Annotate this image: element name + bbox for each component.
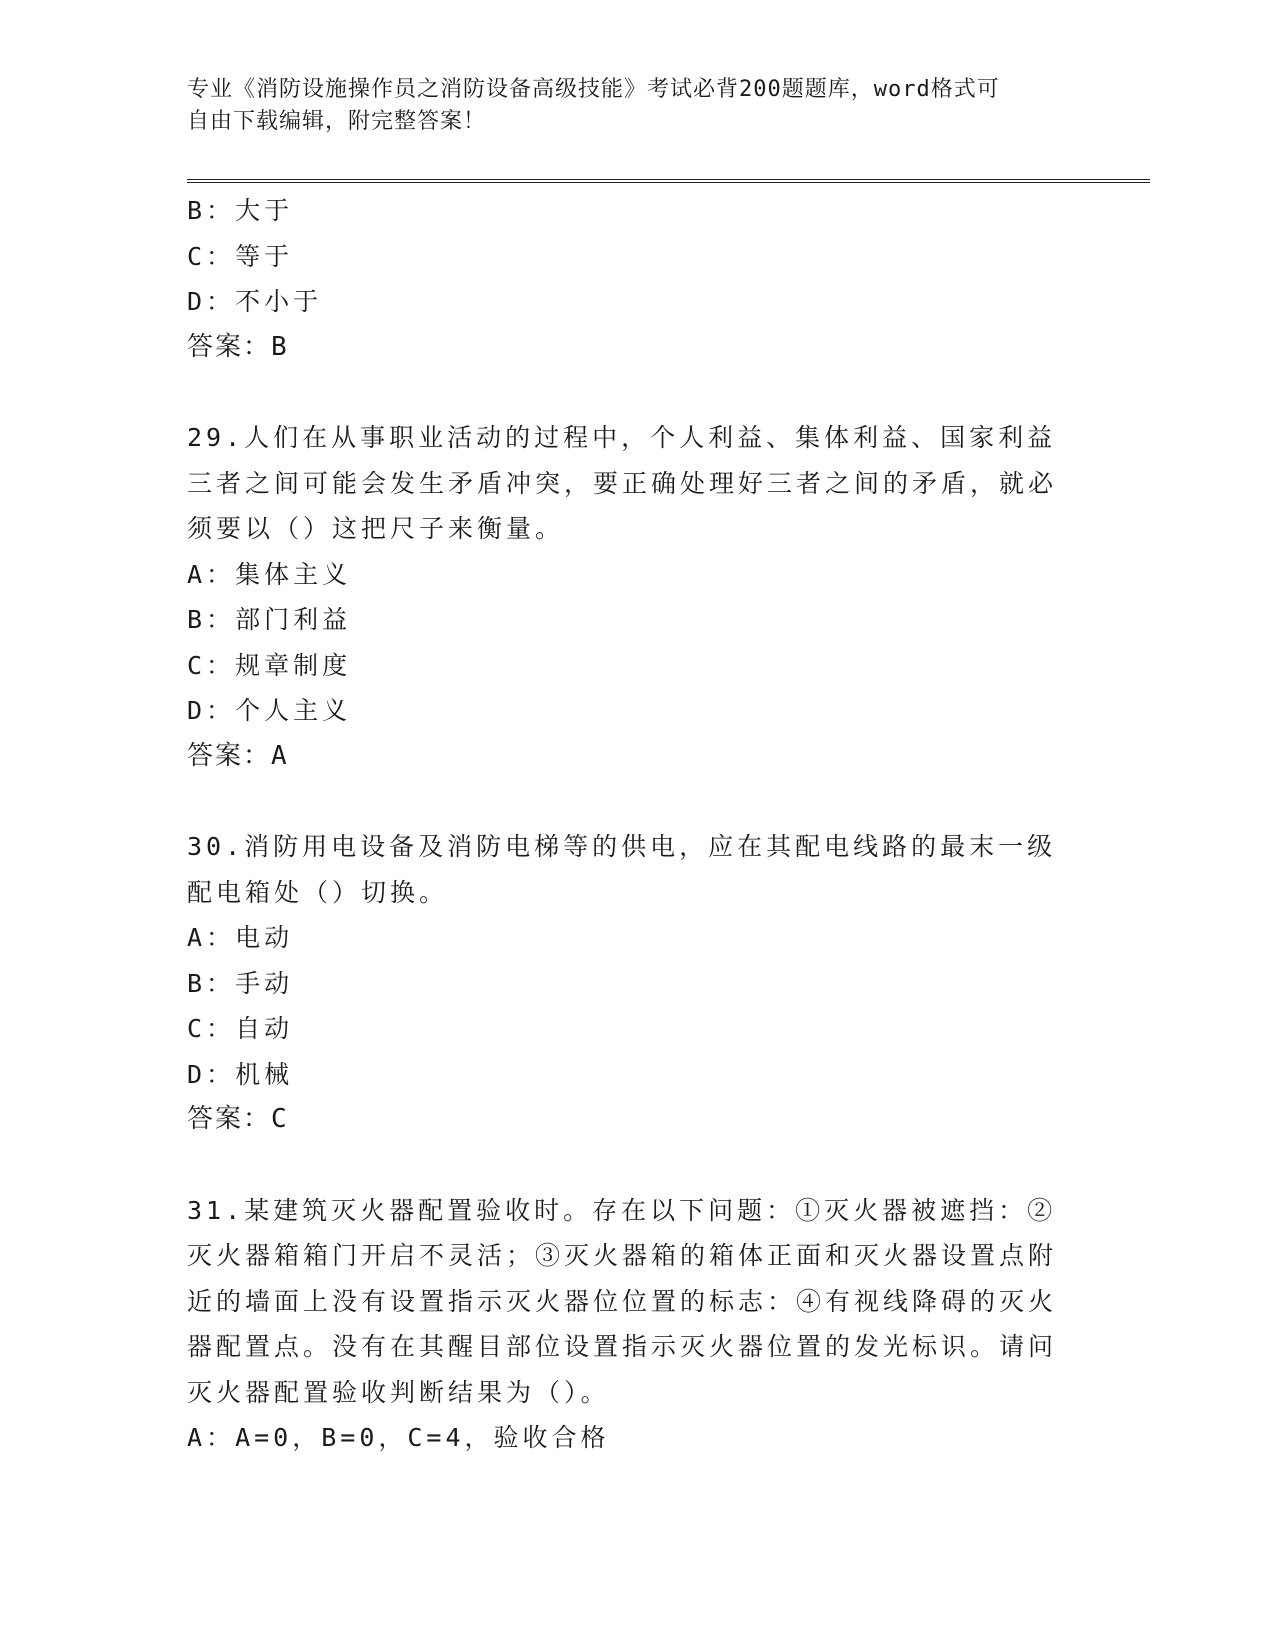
option-text: 等于 (235, 241, 294, 271)
answer-value: C (271, 1104, 289, 1134)
option-a (187, 552, 1077, 598)
option-letter: C： (187, 241, 236, 271)
option-letter: B： (187, 605, 236, 634)
option-text: 集体主义 (235, 559, 352, 589)
answer-value: A (271, 740, 289, 771)
answer (187, 1097, 1077, 1143)
header-line-1: 专业《消防设施操作员之消防设备高级技能》考试必背200题题库，word格式可 (187, 77, 1000, 102)
option-b (187, 597, 1077, 643)
option-letter: C： (187, 650, 236, 680)
question-text: 30.消防用电设备及消防电梯等的供电，应在其配电线路的最末一级配电箱处（）切换。 (187, 832, 1057, 907)
question-30 (187, 824, 1077, 1143)
option-a (187, 915, 1077, 961)
option-text: 电动 (235, 923, 294, 952)
answer-value: B (271, 331, 289, 362)
answer (187, 734, 1077, 780)
option-d (187, 1052, 1077, 1098)
option-letter: A： (187, 559, 236, 589)
option-letter: D： (187, 696, 236, 725)
option-b (187, 188, 1077, 234)
option-c (187, 1006, 1077, 1052)
question-28-continued (187, 188, 1077, 370)
option-d (187, 688, 1077, 734)
question-31 (187, 1188, 1077, 1461)
answer (187, 325, 1077, 371)
option-text: A=0，B=0，C=4，验收合格 (235, 1423, 610, 1452)
option-letter: B： (187, 196, 236, 225)
option-b (187, 961, 1077, 1007)
option-text: 机械 (235, 1059, 294, 1089)
option-text: 大于 (235, 196, 294, 225)
answer-label: 答案： (187, 331, 272, 362)
option-c (187, 643, 1077, 689)
option-d (187, 279, 1077, 325)
option-letter: C： (187, 1014, 236, 1043)
option-c (187, 234, 1077, 280)
option-text: 规章制度 (235, 650, 352, 680)
option-letter: A： (187, 1423, 236, 1452)
question-text: 29.人们在从事职业活动的过程中，个人利益、集体利益、国家利益三者之间可能会发生矛盾冲突，要正确处理好三者之间的矛盾，就必须要以（）这把尺子来衡量。 (187, 423, 1058, 543)
question-29 (187, 415, 1077, 779)
answer-label: 答案： (187, 740, 272, 771)
option-text: 个人主义 (235, 696, 352, 725)
page-header (187, 74, 1077, 138)
document-body (187, 188, 1077, 1461)
option-text: 部门利益 (235, 605, 352, 634)
option-letter: B： (187, 968, 236, 998)
question-text: 31.某建筑灭火器配置验收时。存在以下问题：①灭火器被遮挡：②灭火器箱箱门开启不灵活；③灭火器箱的箱体正面和灭火器设置点附近的墙面上没有设置指示灭火器位位置的标志：④有视线降碍的灭火器配置点。没有在其醒目部位设置指示灭火器位置的发光标识。请问灭火器配置验收判断结果为（）。 (187, 1195, 1058, 1407)
header-divider (187, 179, 1150, 183)
option-text: 手动 (235, 968, 294, 998)
option-letter: D： (187, 1059, 236, 1089)
option-a (187, 1415, 1077, 1461)
option-text: 自动 (235, 1014, 294, 1043)
option-letter: A： (187, 923, 236, 952)
option-letter: D： (187, 287, 236, 316)
option-text: 不小于 (235, 287, 323, 316)
answer-label: 答案： (187, 1104, 272, 1134)
header-line-2: 自由下载编辑，附完整答案！ (187, 109, 487, 134)
